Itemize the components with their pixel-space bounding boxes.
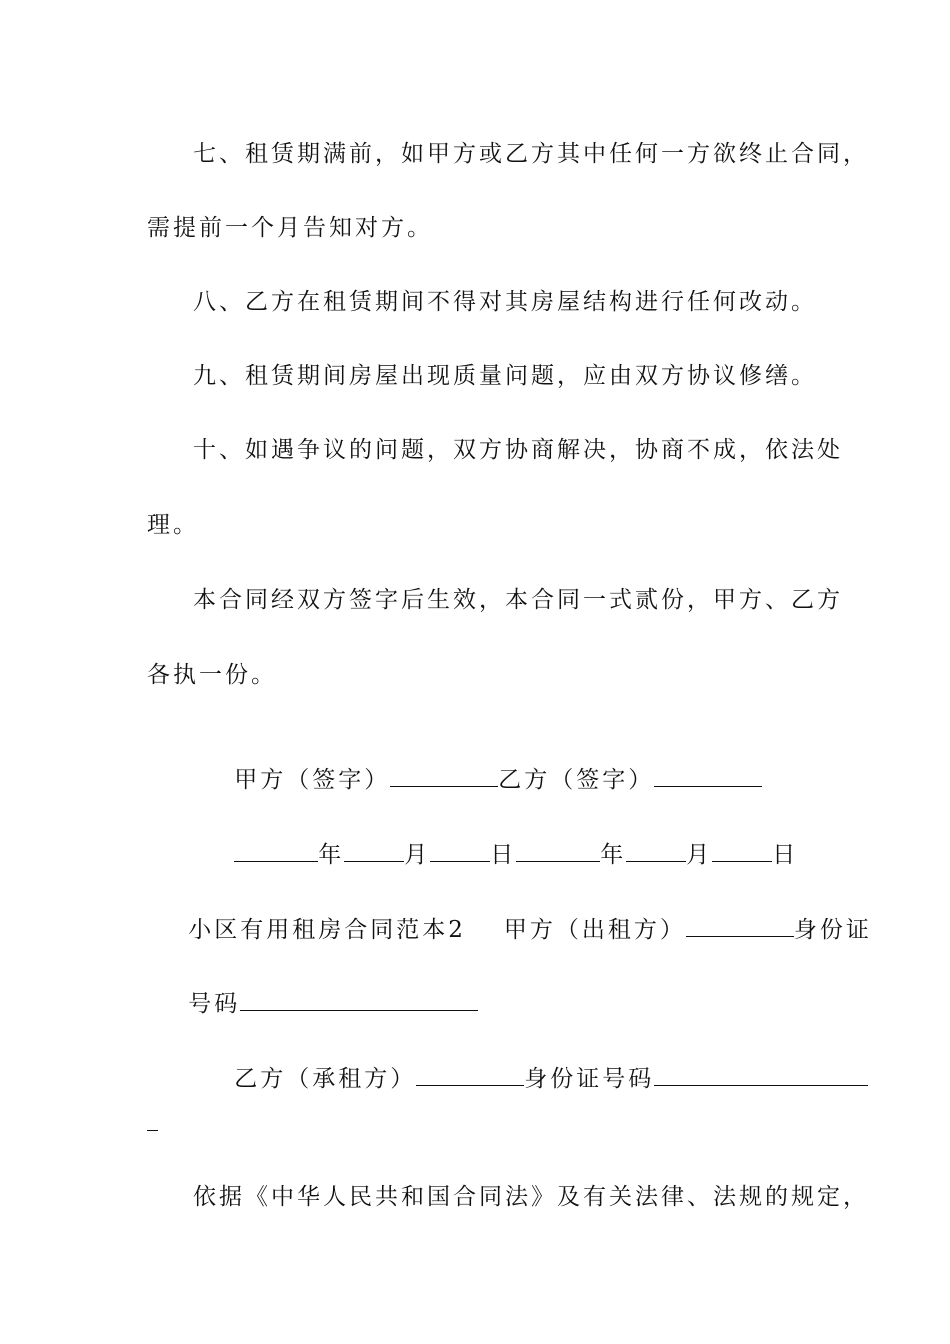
lessee-name-blank xyxy=(416,1063,524,1086)
lessee-id-label: 身份证号码 xyxy=(524,1066,655,1092)
party-b-day-blank xyxy=(712,839,772,862)
party-a-year-blank xyxy=(234,839,318,862)
party-b-month-blank xyxy=(626,839,686,862)
lessee-id-blank-continuation xyxy=(147,1130,158,1131)
party-b-signature-blank xyxy=(654,764,762,787)
lessor-label: 甲方（出租方） xyxy=(503,917,686,943)
effect-clause-line-1: 本合同经双方签字后生效，本合同一式贰份，甲方、乙方 xyxy=(193,587,843,613)
lessee-id-blank xyxy=(654,1063,868,1086)
day-label: 日 xyxy=(490,842,517,868)
lessor-id-blank xyxy=(240,988,478,1011)
lessor-name-blank xyxy=(686,914,794,937)
lessee-line xyxy=(193,1033,868,1124)
clause-10-line-2: 理。 xyxy=(147,512,199,538)
party-a-signature-blank xyxy=(390,764,498,787)
clause-8: 八、乙方在租赁期间不得对其房屋结构进行任何改动。 xyxy=(193,289,817,315)
month-label-2: 月 xyxy=(686,842,713,868)
clause-9: 九、租赁期间房屋出现质量问题，应由双方协议修缮。 xyxy=(193,363,817,389)
effect-clause-line-2: 各执一份。 xyxy=(147,662,277,688)
clause-7-line-1: 七、租赁期满前，如甲方或乙方其中任何一方欲终止合同， xyxy=(193,141,869,167)
year-label: 年 xyxy=(318,842,345,868)
clause-10-line-1: 十、如遇争议的问题，双方协商解决，协商不成，依法处 xyxy=(193,437,843,463)
month-label: 月 xyxy=(404,842,431,868)
party-b-signature-label: 乙方（签字） xyxy=(498,767,655,793)
id-label: 身份证 xyxy=(793,917,872,943)
party-a-month-blank xyxy=(344,839,404,862)
contract-2-title: 小区有用租房合同范本2 xyxy=(188,917,466,943)
id-label-cont: 号码 xyxy=(188,991,241,1017)
party-a-day-blank xyxy=(430,839,490,862)
lessee-label: 乙方（承租方） xyxy=(234,1066,417,1092)
party-b-year-blank xyxy=(516,839,600,862)
party-a-signature-label: 甲方（签字） xyxy=(234,767,391,793)
day-label-2: 日 xyxy=(772,842,799,868)
year-label-2: 年 xyxy=(600,842,627,868)
legal-basis-line: 依据《中华人民共和国合同法》及有关法律、法规的规定， xyxy=(193,1184,869,1210)
clause-7-line-2: 需提前一个月告知对方。 xyxy=(147,215,433,241)
